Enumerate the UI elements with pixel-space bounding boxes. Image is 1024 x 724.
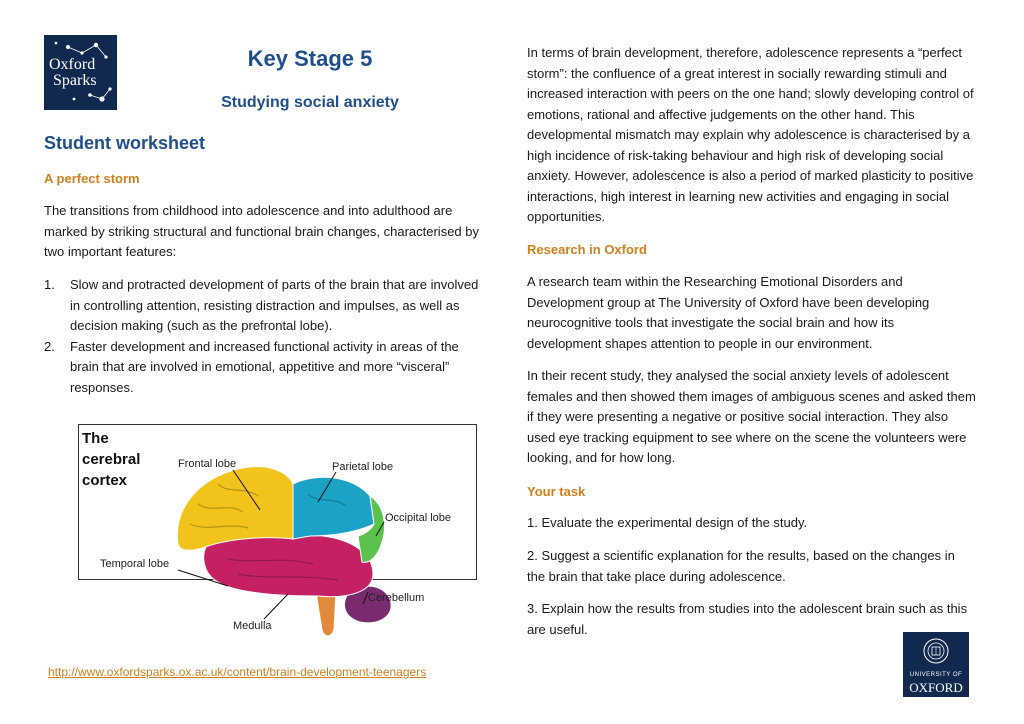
task-item-3: 3. Explain how the results from studies into the adolescent brain such as this are useful.	[527, 601, 968, 637]
oxford-crest-icon	[923, 638, 949, 666]
oxford-label: OXFORD	[909, 680, 963, 695]
label-occipital-lobe: Occipital lobe	[385, 512, 452, 524]
task-heading: Your task	[527, 484, 586, 499]
university-of-oxford-logo	[903, 632, 969, 697]
label-medulla: Medulla	[233, 620, 272, 632]
task-item-1: 1. Evaluate the experimental design of the study.	[527, 515, 808, 530]
figure-title-line: cortex	[82, 472, 128, 489]
intro-paragraph: The transitions from childhood into adolescence and into adulthood are marked by striking structural and functional brain changes, characterised by two important features:	[44, 203, 479, 259]
list-item	[44, 275, 490, 337]
medulla-pointer	[264, 594, 288, 619]
university-label: UNIVERSITY OF	[909, 672, 963, 678]
task-item-2: 2. Suggest a scientific explanation for the results, based on the changes in the brain that take place during adolescence.	[527, 548, 955, 584]
list-item-text: Slow and protracted development of parts of the brain that are involved in controlling attention, resisting distraction and impulses, as well as decision making (such as the prefrontal lobe).	[70, 277, 479, 333]
parietal-lobe-region	[293, 477, 374, 539]
worksheet-heading: Student worksheet	[44, 133, 206, 153]
oxford-sparks-logo	[44, 35, 117, 110]
figure-title-line: cerebral	[82, 451, 141, 468]
list-item-number: 1.	[44, 277, 55, 292]
label-parietal-lobe: Parietal lobe	[332, 461, 394, 473]
medulla-region	[316, 592, 336, 636]
list-item	[44, 337, 490, 399]
page-subtitle: Studying social anxiety	[221, 94, 399, 111]
source-link[interactable]: http://www.oxfordsparks.ox.ac.uk/content/brain-development-teenagers	[48, 665, 427, 679]
label-frontal-lobe: Frontal lobe	[178, 458, 237, 470]
logo-word-oxford: Oxford	[49, 56, 96, 73]
perfect-storm-heading: A perfect storm	[44, 171, 140, 186]
right-paragraph-3: In their recent study, they analysed the social anxiety levels of adolescent females and then showed them images of ambiguous scenes and asked them if they were presenting a negative or positive social interaction. They also used eye tracking equipment to see where on the scene the volunteers were looking, and for how long.	[527, 368, 976, 465]
right-paragraph-2: A research team within the Researching Emotional Disorders and Development group at The University of Oxford have been developing neurocognitive tools that investigate the social brain and how its development shapes attention to people in our environment.	[527, 274, 930, 351]
features-list	[44, 275, 490, 398]
page-title: Key Stage 5	[247, 46, 373, 71]
logo-word-sparks: Sparks	[53, 72, 97, 89]
list-item-text: Faster development and increased functional activity in areas of the brain that are involved in emotional, appetitive and more “visceral” responses.	[70, 338, 459, 395]
right-paragraph-1: In terms of brain development, therefore, adolescence represents a “perfect storm”: the confluence of a great interest in socially rewarding stimuli and increased interaction with peers on the one hand; slowly developing control of emotions, rational and affective judgements on the other hand. This developmental mismatch may explain why adolescence is characterised by a high incidence of risk-taking behaviour and high risk of developing social anxiety. However, adolescence is also a period of marked plasticity to positive interactions, high interest in learning new activities and engaging in social opportunities.	[527, 45, 974, 224]
figure-title	[82, 428, 162, 491]
list-item-number: 2.	[44, 338, 55, 354]
temporal-lobe-region	[204, 532, 373, 596]
research-heading: Research in Oxford	[527, 242, 647, 257]
label-cerebellum: Cerebellum	[368, 592, 425, 604]
figure-title-line: The	[82, 430, 109, 447]
label-temporal-lobe: Temporal lobe	[100, 558, 170, 570]
